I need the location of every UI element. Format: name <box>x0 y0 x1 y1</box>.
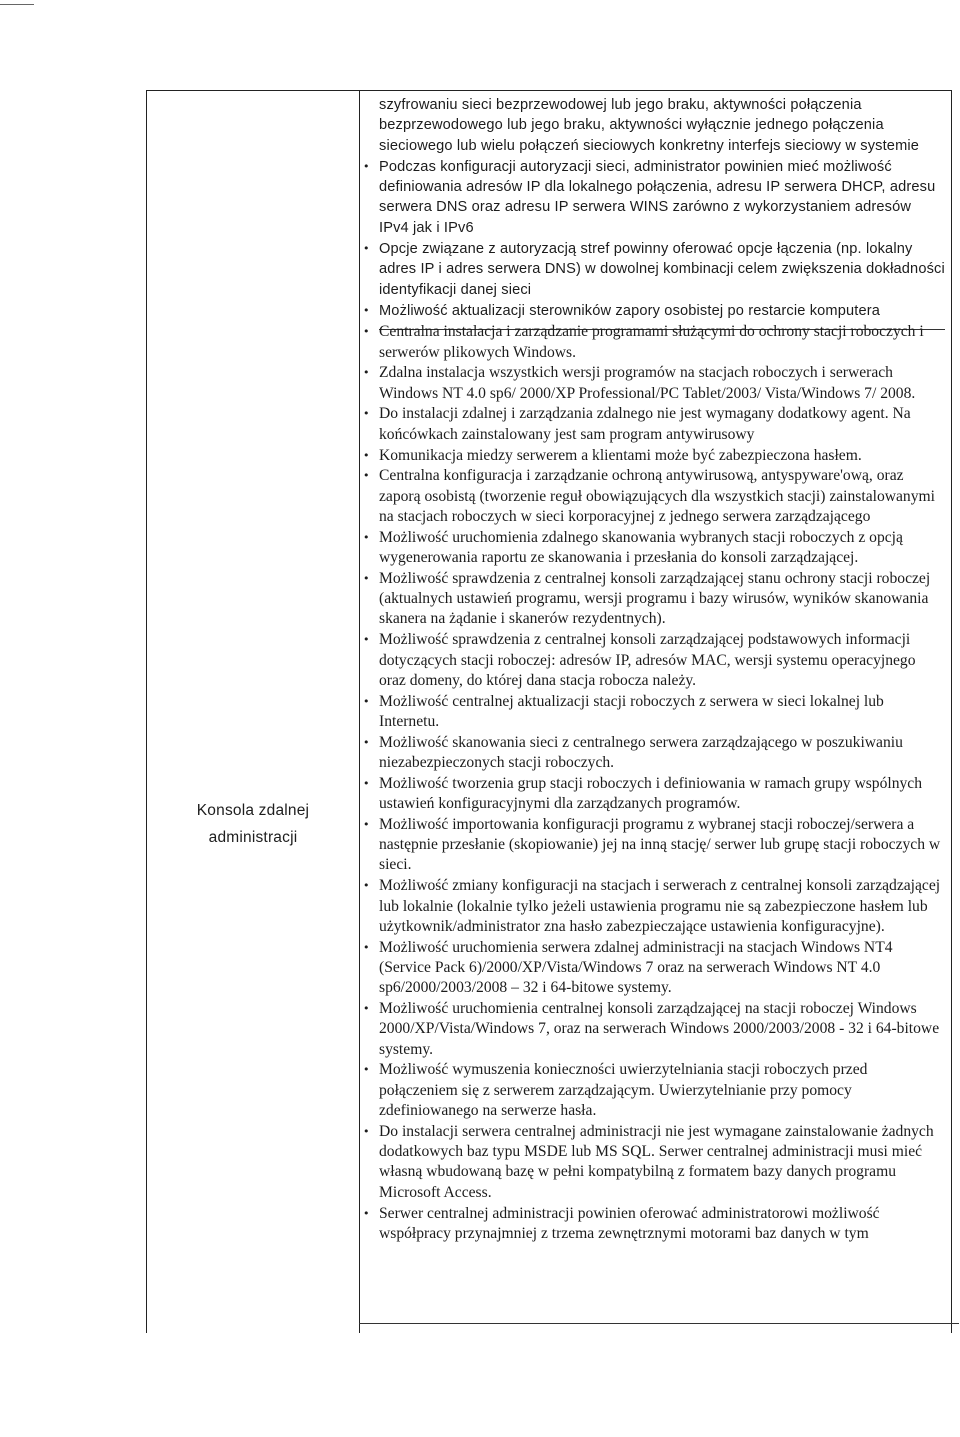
requirements-cell <box>379 95 945 1245</box>
console-requirements-list <box>379 322 945 1244</box>
list-item: • Możliwość zmiany konfiguracji na stacjach i serwerach z centralnej konsoli zarządzającej lub lokalnie (lokalnie tylko jeżeli ustawienia programu nie są zabezpieczone hasłem lub użytkownik/administrator zna hasło zabezpieczające ustawienia konfiguracyjne). <box>379 876 945 937</box>
list-item: • Możliwość uruchomienia zdalnego skanowania wybranych stacji roboczych z opcją wygenerowania raportu ze skanowania i przesłania do konsoli zarządzającej. <box>379 528 945 569</box>
list-item: • Zdalna instalacja wszystkich wersji programów na stacjach roboczych i serwerach Windows NT 4.0 sp6/ 2000/XP Professional/PC Tablet/2003/ Vista/Windows 7/ 2008. <box>379 363 945 404</box>
row-separator-bottom <box>359 1323 959 1324</box>
list-item: • Opcje związane z autoryzacją stref powinny oferować opcje łączenia (np. lokalny adres IP i adres serwera DNS) w dowolnej kombinacji celem zwiększenia dokładności identyfikacji danej sieci <box>379 239 945 300</box>
list-item: • Możliwość uruchomienia centralnej konsoli zarządzającej na stacji roboczej Windows 2000/XP/Vista/Windows 7, oraz na serwerach Windows 2000/2003/2008 - 32 i 64-bitowe systemy. <box>379 999 945 1060</box>
list-item: • Komunikacja miedzy serwerem a klientami może być zabezpieczona hasłem. <box>379 446 945 466</box>
specification-table <box>146 90 952 1333</box>
list-item: • Możliwość sprawdzenia z centralnej konsoli zarządzającej podstawowych informacji dotyczących stacji roboczej: adresów IP, adresów MAC, wersji systemu operacyjnego oraz domeny, do której dana stacja robocza należy. <box>379 630 945 691</box>
list-item: • Możliwość wymuszenia konieczności uwierzytelniania stacji roboczych przed połączeniem się z serwerem zarządzającym. Uwierzytelnianie przy pomocy zdefiniowanego na serwerze hasła. <box>379 1060 945 1121</box>
list-item: • Serwer centralnej administracji powinien oferować administratorowi możliwość współpracy przynajmniej z trzema zewnętrznymi motorami baz danych w tym <box>379 1204 945 1245</box>
list-item: • Możliwość importowania konfiguracji programu z wybranej stacji roboczej/serwera a następnie przesłanie (skopiowanie) jej na inną stację/ serwer lub grupę stacji roboczych w sieci. <box>379 815 945 876</box>
row-label-line-1: Konsola zdalnej <box>196 802 310 819</box>
row-label-cell <box>147 797 359 851</box>
list-item: • Do instalacji serwera centralnej administracji nie jest wymagane zainstalowanie żadnych dodatkowych baz typu MSDE lub MS SQL. Serwer centralnej administracji musi mieć własną wbudowaną bazę w pełni kompatybilną z formatem bazy danych programu Microsoft Access. <box>379 1122 945 1203</box>
intro-paragraph: szyfrowaniu sieci bezprzewodowej lub jego braku, aktywności połączenia bezprzewodowego lub jego braku, aktywności wyłącznie jednego połączenia sieciowego lub wielu połączeń sieciowych konkretny interfejs sieciowy w systemie <box>379 97 920 154</box>
list-item: • Do instalacji zdalnej i zarządzania zdalnego nie jest wymagany dodatkowy agent. Na końcówkach zainstalowany jest sam program antywirusowy <box>379 404 945 445</box>
list-item: • Możliwość tworzenia grup stacji roboczych i definiowania w ramach grupy wspólnych ustawień konfiguracyjnymi dla zarządzanych programów. <box>379 774 945 815</box>
list-item: • Podczas konfiguracji autoryzacji sieci, administrator powinien mieć możliwość definiowania adresów IP dla lokalnego połączenia, adresu IP serwera DHCP, adresu serwera DNS oraz adresu IP serwera WINS zarówno z wykorzystaniem adresów IPv4 jak i IPv6 <box>379 157 945 238</box>
list-item: • Możliwość centralnej aktualizacji stacji roboczych z serwera w sieci lokalnej lub Internetu. <box>379 692 945 733</box>
list-item: • Centralna konfiguracja i zarządzanie ochroną antywirusową, antyspyware'ową, oraz zaporą osobistą (tworzenie reguł obowiązujących dla wszystkich stacji) zainstalowanymi na stacjach roboczych w sieci korporacyjnej z jednego serwera zarządzającego <box>379 466 945 527</box>
row-label-line-2: administracji <box>208 829 298 846</box>
list-item: • Możliwość uruchomienia serwera zdalnej administracji na stacjach Windows NT4 (Service Pack 6)/2000/XP/Vista/Windows 7 oraz na serwerach Windows NT 4.0 sp6/2000/2003/2008 – 32 i 64-bitowe systemy. <box>379 938 945 999</box>
list-item: • Możliwość skanowania sieci z centralnego serwera zarządzającego w poszukiwaniu niezabezpieczonych stacji roboczych. <box>379 733 945 774</box>
list-item: • Centralna instalacja i zarządzanie programami służącymi do ochrony stacji roboczych i serwerów plikowych Windows. <box>379 322 945 363</box>
column-divider <box>359 91 360 1333</box>
list-item: • Możliwość aktualizacji sterowników zapory osobistej po restarcie komputera <box>379 301 945 321</box>
network-requirements-list <box>379 157 945 321</box>
scan-edge-mark <box>0 4 34 5</box>
list-item: • Możliwość sprawdzenia z centralnej konsoli zarządzającej stanu ochrony stacji roboczej (aktualnych ustawień programu, wersji programu i bazy wirusów, wyników skanowania skanera na żądanie i skanerów rezydentnych). <box>379 569 945 630</box>
